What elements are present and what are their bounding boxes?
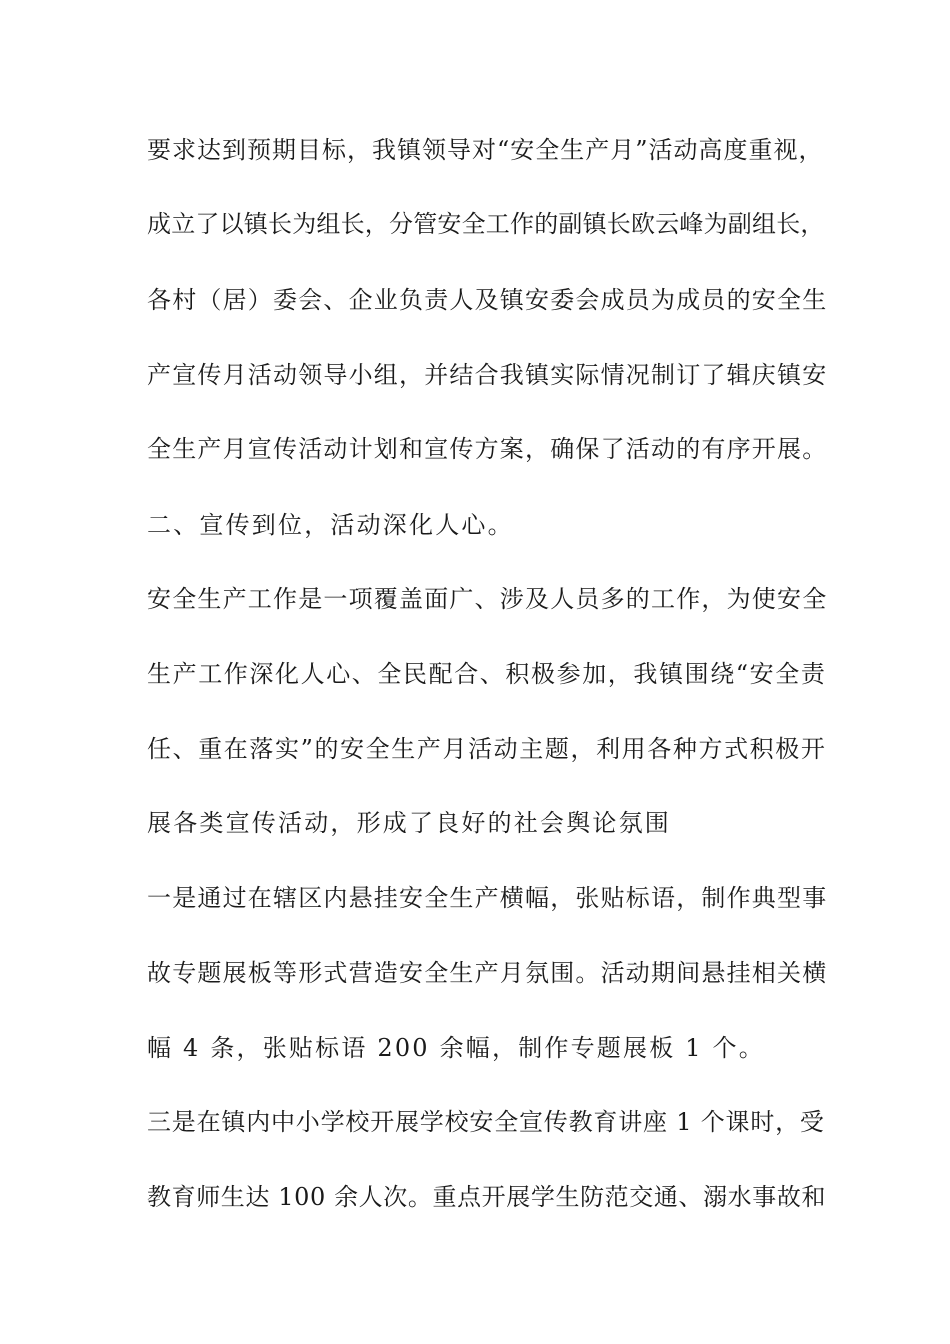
section-heading-2: 二、宣传到位，活动深化人心。 xyxy=(147,511,514,539)
text-line-3: 各村（居）委会、企业负责人及镇安委会成员为成员的安全生 xyxy=(147,286,828,314)
text-line-11: 一是通过在辖区内悬挂安全生产横幅，张贴标语，制作典型事 xyxy=(147,884,828,912)
text-line-9: 任、重在落实”的安全生产月活动主题，利用各种方式积极开 xyxy=(147,735,827,763)
text-line-14: 三是在镇内中小学校开展学校安全宣传教育讲座 1 个课时，受 xyxy=(147,1108,825,1136)
text-line-12: 故专题展板等形式营造安全生产月氛围。活动期间悬挂相关横 xyxy=(147,959,828,987)
text-line-7: 安全生产工作是一项覆盖面广、涉及人员多的工作，为使安全 xyxy=(147,585,828,613)
text-line-15: 教育师生达 100 余人次。重点开展学生防范交通、溺水事故和 xyxy=(147,1183,827,1211)
text-line-8: 生产工作深化人心、全民配合、积极参加，我镇围绕“安全责 xyxy=(147,660,827,688)
text-line-4: 产宣传月活动领导小组，并结合我镇实际情况制订了辑庆镇安 xyxy=(147,361,828,389)
text-line-5: 全生产月宣传活动计划和宣传方案，确保了活动的有序开展。 xyxy=(147,435,828,463)
text-line-2: 成立了以镇长为组长，分管安全工作的副镇长欧云峰为副组长， xyxy=(147,210,825,238)
text-line-1: 要求达到预期目标，我镇领导对“安全生产月”活动高度重视， xyxy=(147,136,824,164)
text-line-10: 展各类宣传活动，形成了良好的社会舆论氛围 xyxy=(147,809,671,837)
text-line-13: 幅 4 条，张贴标语 200 余幅，制作专题展板 1 个。 xyxy=(147,1034,765,1062)
